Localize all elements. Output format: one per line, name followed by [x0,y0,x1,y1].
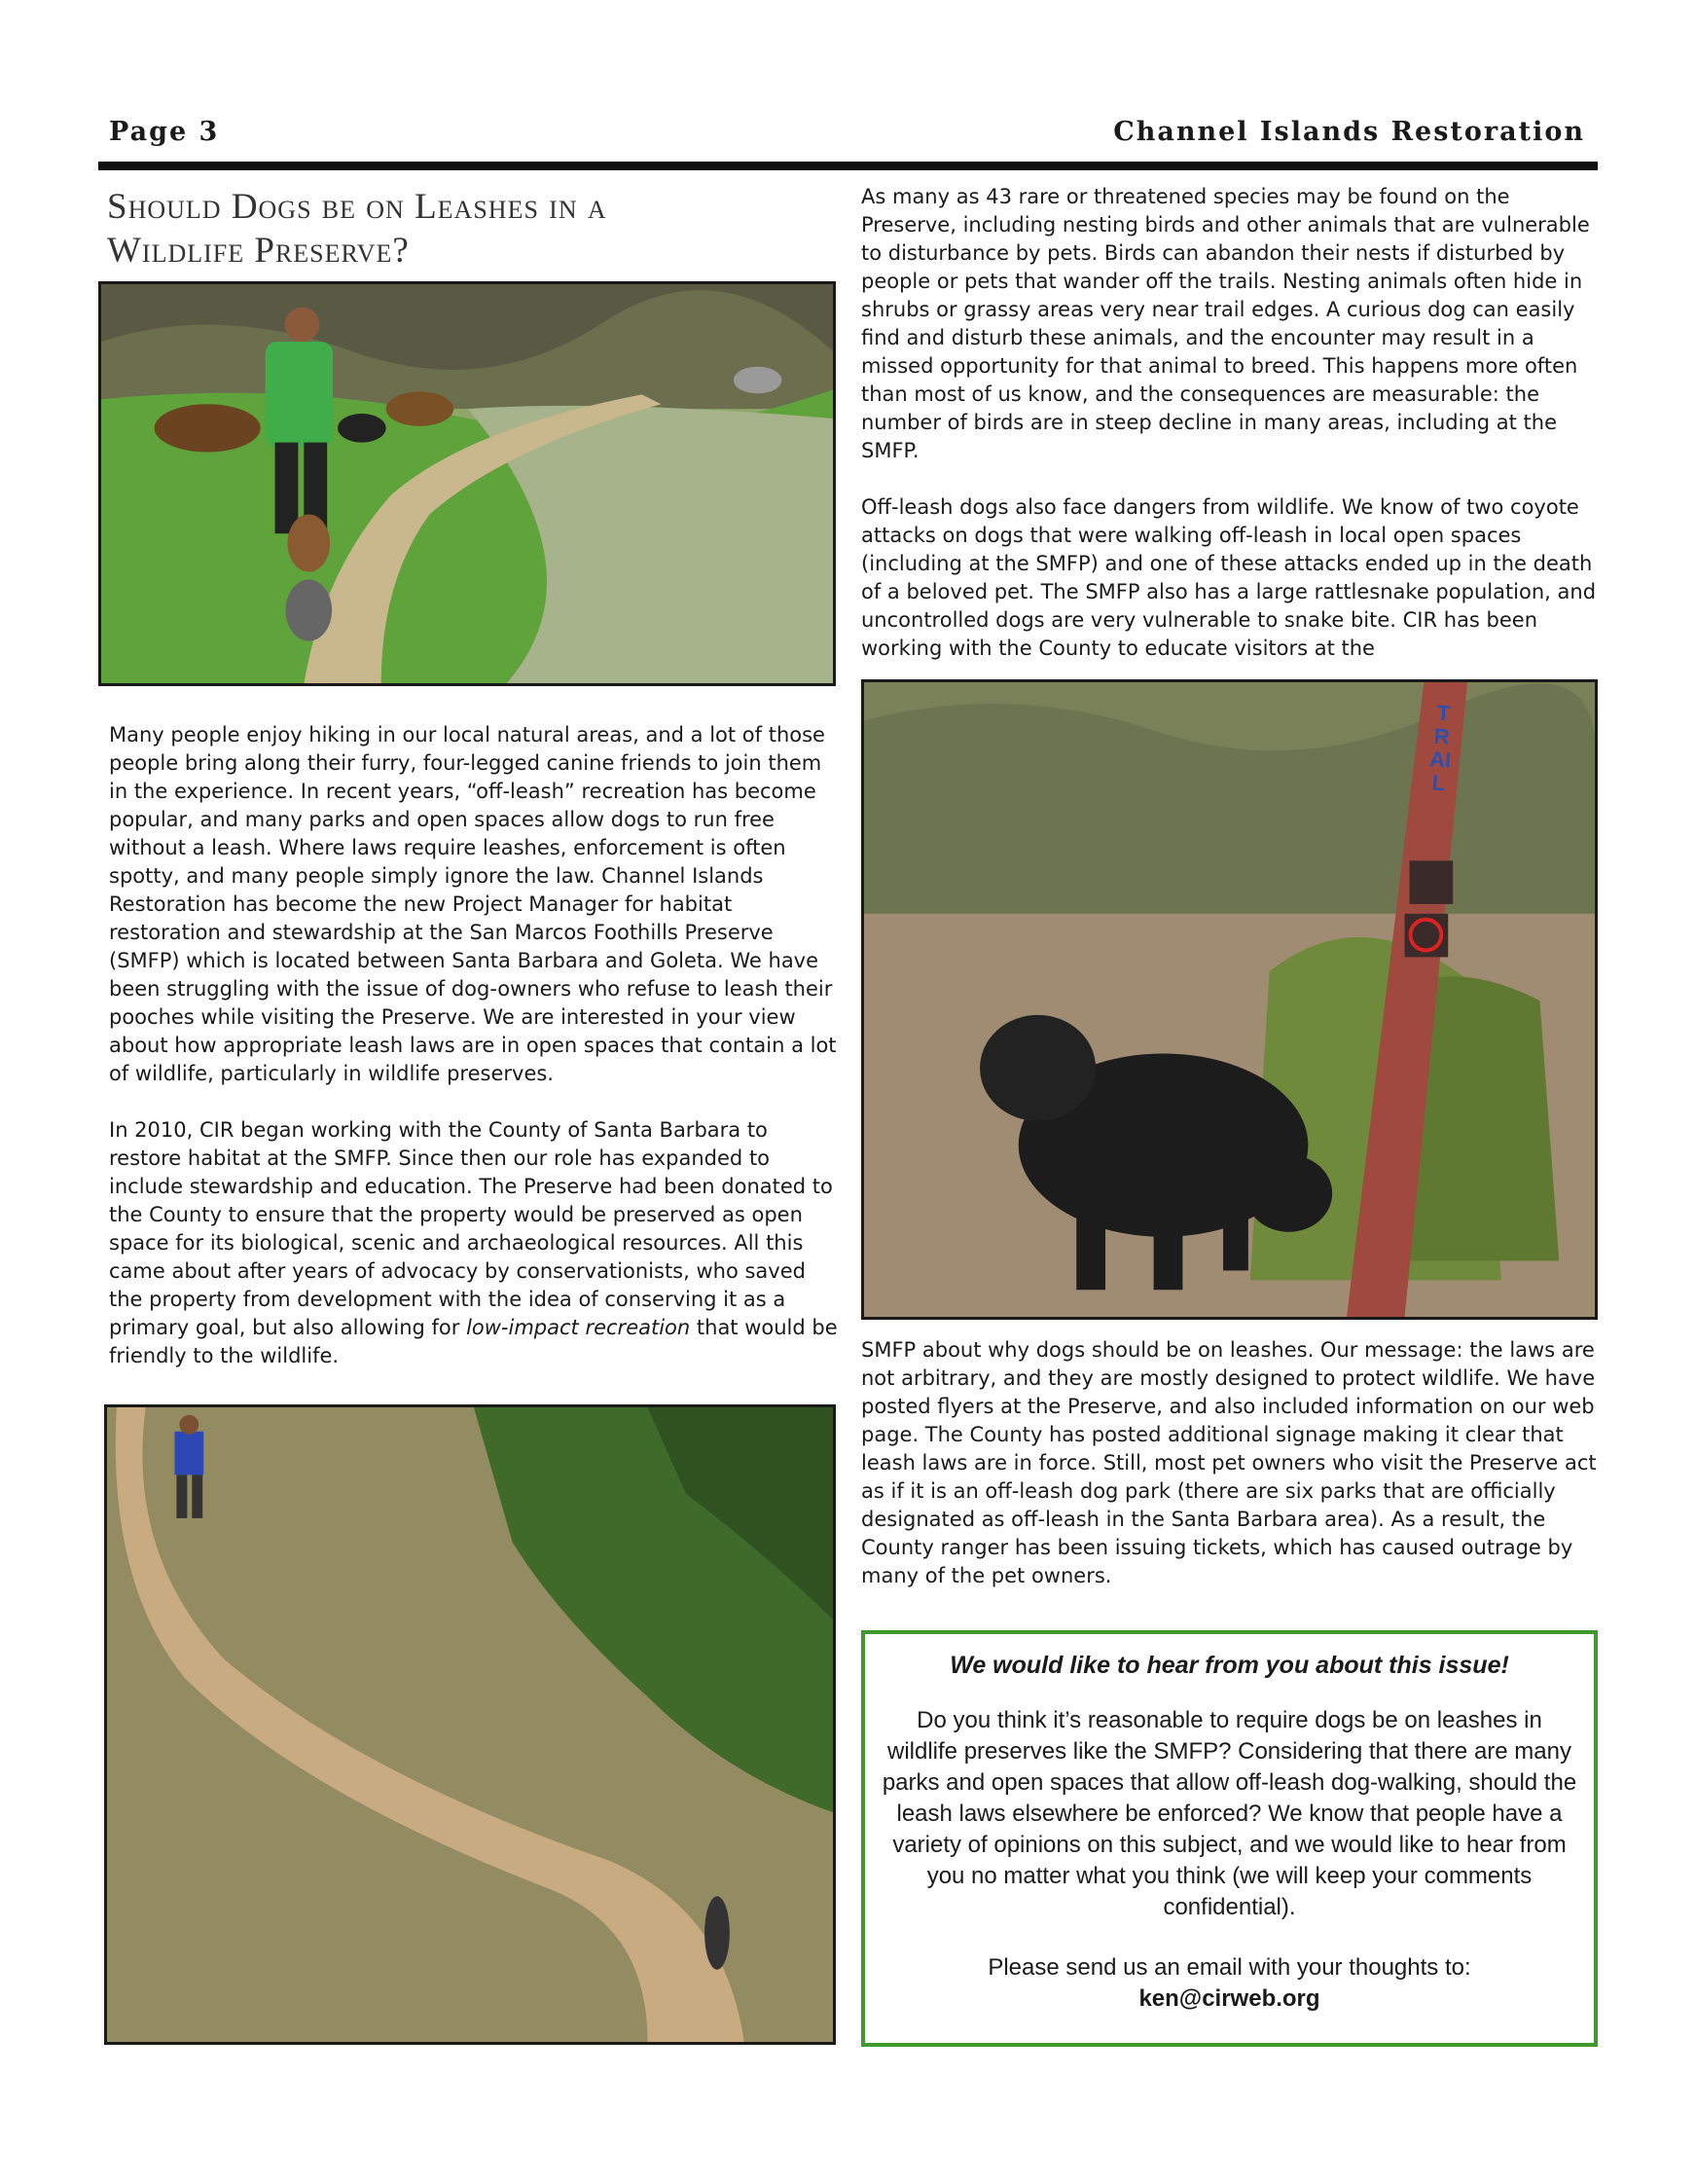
photo-hiker-with-dogs [98,281,836,686]
right-column-bottom [861,1336,1601,1590]
article-title-line-1: Should Dogs be on Leashes in a [107,187,607,227]
callout-send-text: Please send us an email with your thoughts to: [988,1954,1471,1981]
article-title [107,185,740,273]
right-column-top [861,183,1601,663]
feedback-callout-box [861,1630,1598,2047]
photo-dog-trail-sign [861,679,1598,1320]
paragraph-education: SMFP about why dogs should be on leashes. Our message: the laws are not arbitrary, and they are mostly designed to protect wildlife. We have posted flyers at the Preserve, and also included information on our web page. The County has posted additional signage making it clear that leash laws are in force. Still, most pet owners who visit the Preserve act as if it is an off-leash dog park (there are six parks that are officially designated as off-leash in the Santa Barbara area). As a result, the County ranger has been issuing tickets, which has caused outrage by many of the pet owners. [861,1338,1597,1587]
paragraph-history: In 2010, CIR began working with the County of Santa Barbara to restore habitat at the SMFP. Since then our role has expanded to include stewardship and education. The Preserve had been donated to the County to ensure that the property would be preserved as open space for its biological, scenic and archaeological resources. All this came about after years of advocacy by conservationists, who saved the property from development with the idea of conserving it as a primary goal, but also allowing for low-impact recreation that would be friendly to the wildlife. [109,1118,838,1367]
paragraph-species: As many as 43 rare or threatened species may be found on the Preserve, including nesting birds and other animals that are vulnerable to disturbance by pets. Birds can abandon their nests if disturbed by people or pets that wander off the trails. Nesting animals often hide in shrubs or grassy areas very near trail edges. A curious dog can easily find and disturb these animals, and the encounter may result in a missed opportunity for that animal to breed. This happens more often than most of us know, and the consequences are measurable: the number of birds are in steep decline in many areas, including at the SMFP. [861,185,1590,462]
paragraph-dangers: Off-leash dogs also face dangers from wildlife. We know of two coyote attacks on dogs that were walking off-leash in local open spaces (including at the SMFP) and one of these attacks ended up in the death of a beloved pet. The SMFP also has a large rattlesnake population, and uncontrolled dogs are very vulnerable to snake bite. CIR has been working with the County to educate visitors at the [861,495,1597,660]
callout-body: Do you think it’s reasonable to require dogs be on leashes in wildlife preserves like the SMFP? Considering that there are many parks and open spaces that allow off-leash dog-walking, should the leash laws elsewhere be enforced? We know that people have a variety of opinions on this subject, and we would like to hear from you no matter what you think (we will keep your comments confidential). [882,1707,1577,1920]
header-rule [98,162,1598,170]
left-column [109,721,839,1370]
page-number: Page 3 [109,117,220,147]
publication-name: Channel Islands Restoration [1113,117,1585,147]
paragraph-intro: Many people enjoy hiking in our local natural areas, and a lot of those people bring along their furry, four-legged canine friends to join them in the experience. In recent years, “off-leash” recreation has become popular, and many parks and open spaces allow dogs to run free without a leash. Where laws require leashes, enforcement is often spotty, and many people simply ignore the law. Channel Islands Restoration has become the new Project Manager for habitat restoration and stewardship at the San Marcos Foothills Preserve (SMFP) which is located between Santa Barbara and Goleta. We have been struggling with the issue of dog-owners who refuse to leash their pooches while visiting the Preserve. We are interested in your view about how appropriate leash laws are in open spaces that contain a lot of wildlife, particularly in wildlife preserves. [109,723,837,1085]
callout-heading: We would like to hear from you about this issue! [950,1652,1509,1679]
photo-trail-runner-dog [104,1404,836,2045]
contact-email-link[interactable]: ken@cirweb.org [1138,1985,1320,2012]
article-title-line-2: Wildlife Preserve? [107,231,410,271]
trail-sign-text: TRAIL [1428,700,1453,796]
